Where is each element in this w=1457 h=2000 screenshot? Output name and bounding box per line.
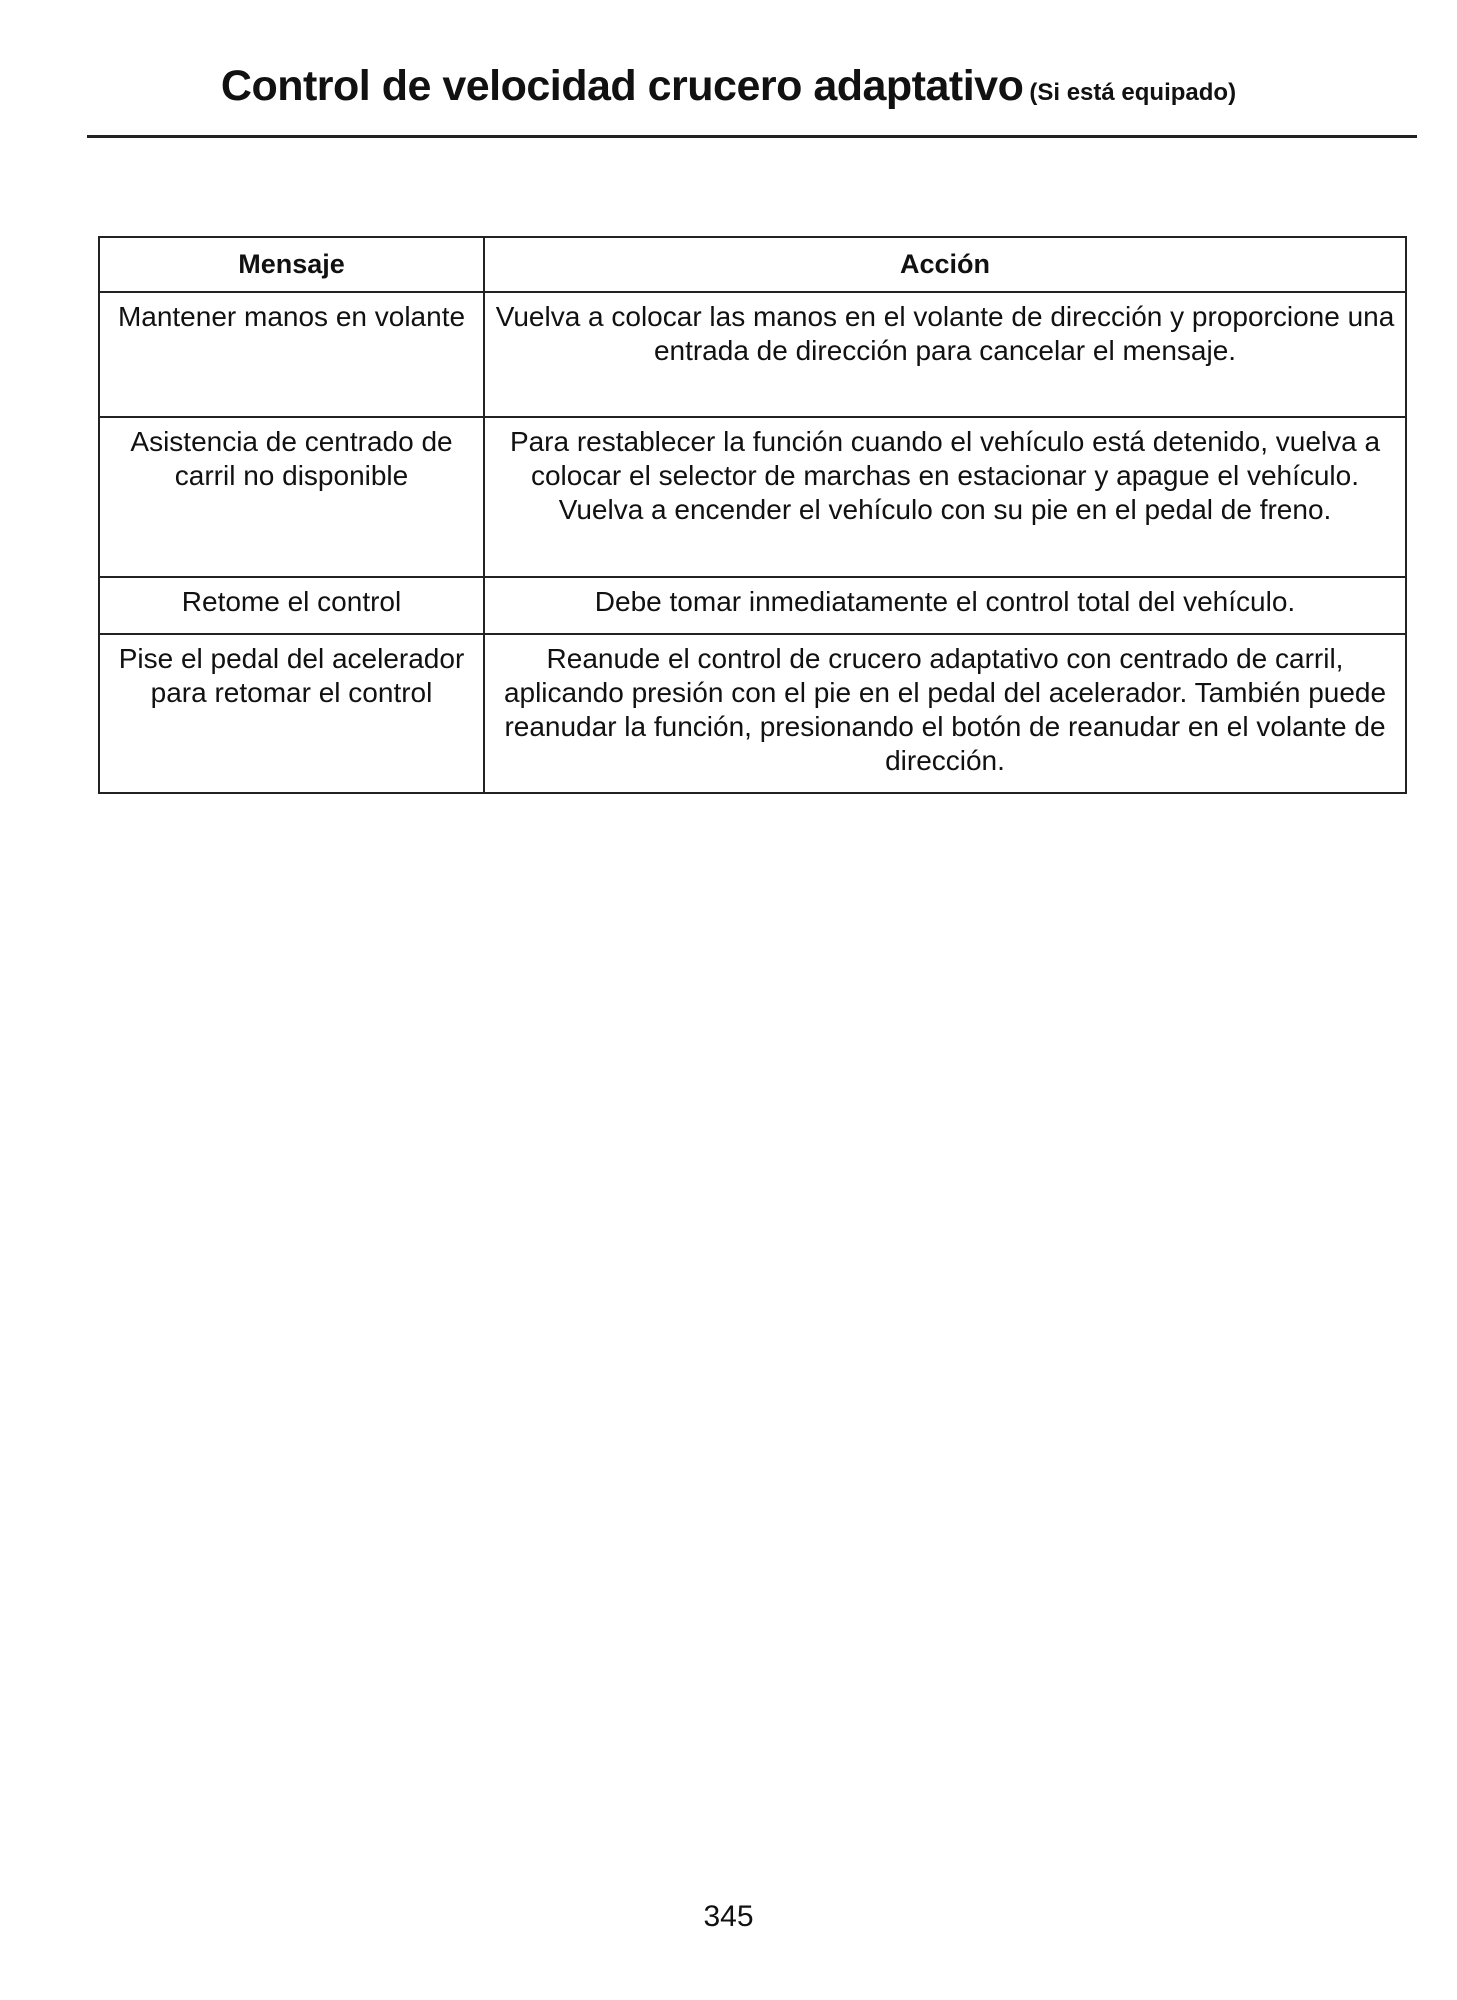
title-subtitle: (Si está equipado): [1029, 79, 1237, 106]
header-divider: [87, 135, 1417, 138]
column-header-action: Acción: [484, 237, 1406, 292]
table-header-row: [99, 237, 1406, 292]
message-cell: Mantener manos en volante: [99, 292, 484, 417]
table-row: [99, 417, 1406, 577]
message-cell: Asistencia de centrado de carril no disponible: [99, 417, 484, 577]
message-cell: Retome el control: [99, 577, 484, 634]
action-cell: Para restablecer la función cuando el vehículo está detenido, vuelva a colocar el selector de marchas en estacionar y apague el vehículo. Vuelva a encender el vehículo con su pie en el pedal de freno.: [484, 417, 1406, 577]
action-cell: Vuelva a colocar las manos en el volante de dirección y proporcione una entrada de dirección para cancelar el mensaje.: [484, 292, 1406, 417]
table-row: [99, 577, 1406, 634]
page-number: 345: [703, 1900, 754, 1933]
action-cell: Reanude el control de crucero adaptativo con centrado de carril, aplicando presión con el pie en el pedal del acelerador. También puede reanudar la función, presionando el botón de reanudar en el volante de dirección.: [484, 634, 1406, 793]
page-title: [0, 62, 1457, 111]
column-header-message: Mensaje: [99, 237, 484, 292]
title-main: Control de velocidad crucero adaptativo: [220, 62, 1024, 110]
messages-table: [98, 236, 1407, 794]
action-cell: Debe tomar inmediatamente el control total del vehículo.: [484, 577, 1406, 634]
table-row: [99, 634, 1406, 793]
message-cell: Pise el pedal del acelerador para retomar el control: [99, 634, 484, 793]
table-row: [99, 292, 1406, 417]
